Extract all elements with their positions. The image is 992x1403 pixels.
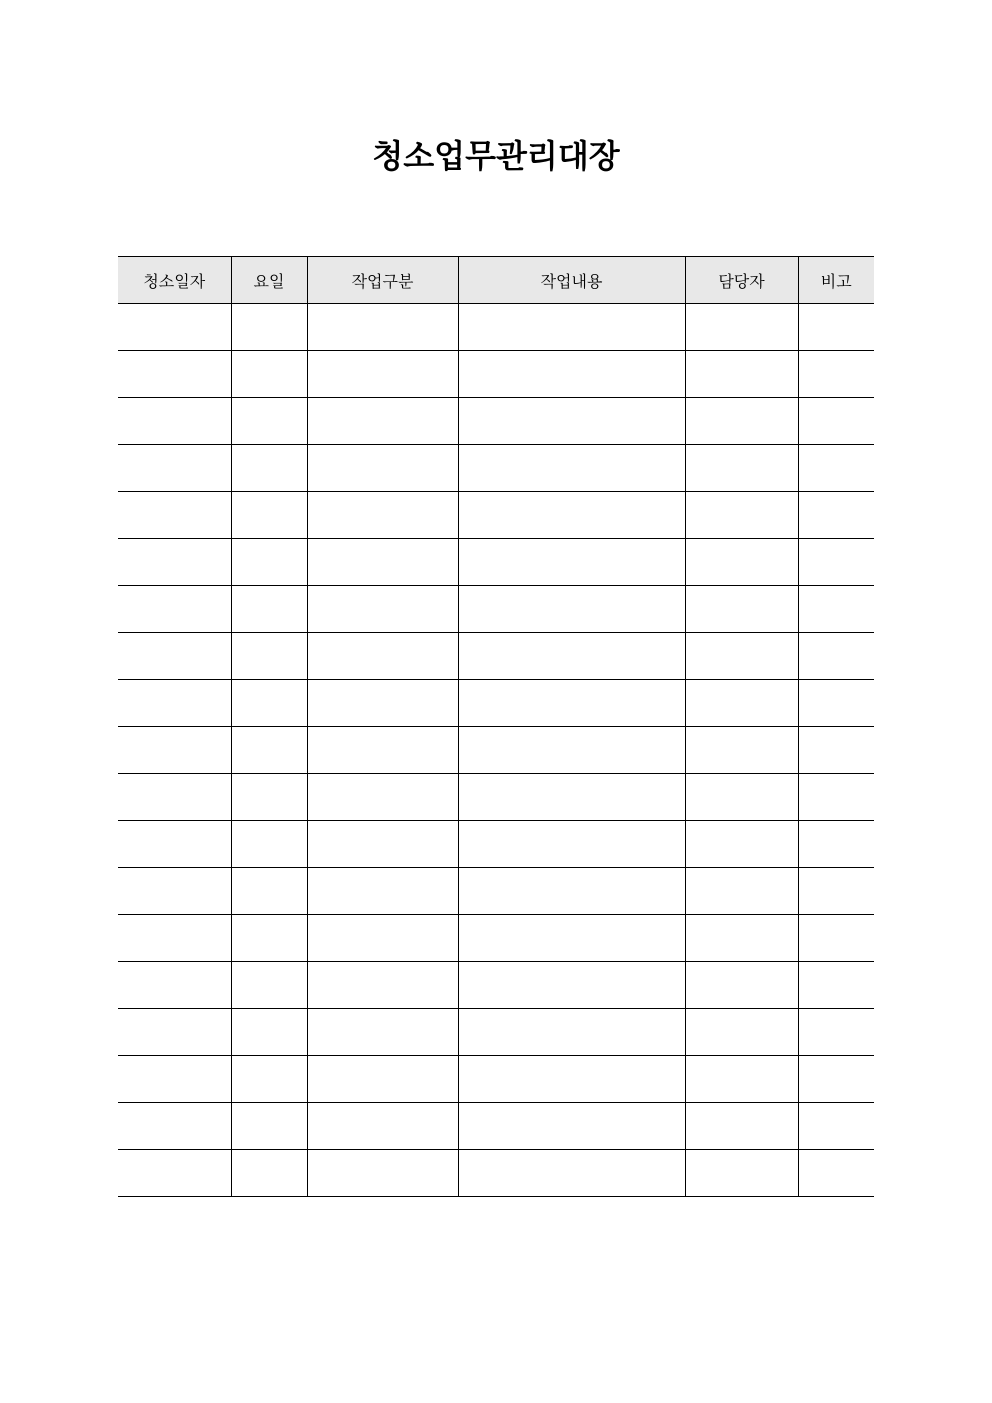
cell-person-in-charge[interactable] — [685, 727, 798, 774]
page-title: 청소업무관리대장 — [372, 137, 620, 175]
cell-work-type[interactable] — [307, 868, 458, 915]
cell-work-type[interactable] — [307, 1009, 458, 1056]
table-row — [118, 351, 874, 398]
table-row — [118, 633, 874, 680]
cell-work-type[interactable] — [307, 962, 458, 1009]
cell-remarks[interactable] — [798, 492, 874, 539]
cell-cleaning-date[interactable] — [118, 821, 231, 868]
cell-day-of-week[interactable] — [231, 586, 307, 633]
cell-work-type[interactable] — [307, 445, 458, 492]
table-row — [118, 727, 874, 774]
cell-work-content[interactable] — [458, 1103, 685, 1150]
cell-person-in-charge[interactable] — [685, 915, 798, 962]
cell-cleaning-date[interactable] — [118, 586, 231, 633]
table-row — [118, 1056, 874, 1103]
table-row — [118, 586, 874, 633]
cell-remarks[interactable] — [798, 915, 874, 962]
cell-work-content[interactable] — [458, 868, 685, 915]
cell-cleaning-date[interactable] — [118, 1056, 231, 1103]
cell-work-content[interactable] — [458, 915, 685, 962]
cell-work-type[interactable] — [307, 1056, 458, 1103]
header-remarks: 비고 — [798, 257, 874, 304]
cell-remarks[interactable] — [798, 821, 874, 868]
cell-remarks[interactable] — [798, 1103, 874, 1150]
cell-day-of-week[interactable] — [231, 304, 307, 351]
table-row — [118, 821, 874, 868]
cell-person-in-charge[interactable] — [685, 962, 798, 1009]
cell-work-type[interactable] — [307, 1103, 458, 1150]
cell-cleaning-date[interactable] — [118, 1103, 231, 1150]
cell-work-content[interactable] — [458, 962, 685, 1009]
cell-work-type[interactable] — [307, 915, 458, 962]
cell-work-type[interactable] — [307, 633, 458, 680]
table-row — [118, 868, 874, 915]
header-cleaning-date: 청소일자 — [118, 257, 231, 304]
cell-work-content[interactable] — [458, 304, 685, 351]
cell-day-of-week[interactable] — [231, 680, 307, 727]
cell-work-content[interactable] — [458, 351, 685, 398]
table-header-row — [118, 257, 874, 304]
cell-work-type[interactable] — [307, 304, 458, 351]
cell-work-type[interactable] — [307, 492, 458, 539]
cell-work-content[interactable] — [458, 633, 685, 680]
cell-work-content[interactable] — [458, 821, 685, 868]
cell-day-of-week[interactable] — [231, 398, 307, 445]
table-body — [118, 304, 874, 1197]
cell-day-of-week[interactable] — [231, 868, 307, 915]
table-row — [118, 680, 874, 727]
cell-work-content[interactable] — [458, 1150, 685, 1197]
cell-cleaning-date[interactable] — [118, 868, 231, 915]
cell-cleaning-date[interactable] — [118, 445, 231, 492]
cell-remarks[interactable] — [798, 727, 874, 774]
cell-cleaning-date[interactable] — [118, 398, 231, 445]
cell-remarks[interactable] — [798, 1150, 874, 1197]
cell-person-in-charge[interactable] — [685, 1103, 798, 1150]
cell-day-of-week[interactable] — [231, 492, 307, 539]
table-row — [118, 398, 874, 445]
cell-person-in-charge[interactable] — [685, 774, 798, 821]
cell-remarks[interactable] — [798, 1009, 874, 1056]
cell-cleaning-date[interactable] — [118, 774, 231, 821]
table-row — [118, 1103, 874, 1150]
cell-work-content[interactable] — [458, 398, 685, 445]
cell-cleaning-date[interactable] — [118, 539, 231, 586]
cell-remarks[interactable] — [798, 633, 874, 680]
table-row — [118, 1150, 874, 1197]
cell-day-of-week[interactable] — [231, 445, 307, 492]
cell-person-in-charge[interactable] — [685, 680, 798, 727]
cell-remarks[interactable] — [798, 586, 874, 633]
table-row — [118, 962, 874, 1009]
cell-remarks[interactable] — [798, 304, 874, 351]
cell-remarks[interactable] — [798, 962, 874, 1009]
cell-day-of-week[interactable] — [231, 1103, 307, 1150]
cell-work-type[interactable] — [307, 586, 458, 633]
cell-work-content[interactable] — [458, 539, 685, 586]
cell-work-type[interactable] — [307, 539, 458, 586]
cell-day-of-week[interactable] — [231, 1009, 307, 1056]
cell-remarks[interactable] — [798, 1056, 874, 1103]
cell-remarks[interactable] — [798, 398, 874, 445]
cell-remarks[interactable] — [798, 774, 874, 821]
cell-person-in-charge[interactable] — [685, 539, 798, 586]
cell-person-in-charge[interactable] — [685, 1009, 798, 1056]
cell-day-of-week[interactable] — [231, 727, 307, 774]
cell-day-of-week[interactable] — [231, 351, 307, 398]
cell-cleaning-date[interactable] — [118, 962, 231, 1009]
cell-cleaning-date[interactable] — [118, 1009, 231, 1056]
table-row — [118, 539, 874, 586]
cell-person-in-charge[interactable] — [685, 304, 798, 351]
header-person-in-charge: 담당자 — [685, 257, 798, 304]
cell-person-in-charge[interactable] — [685, 586, 798, 633]
cell-person-in-charge[interactable] — [685, 633, 798, 680]
cell-work-content[interactable] — [458, 1009, 685, 1056]
cell-remarks[interactable] — [798, 445, 874, 492]
cell-person-in-charge[interactable] — [685, 492, 798, 539]
cell-work-type[interactable] — [307, 774, 458, 821]
cell-remarks[interactable] — [798, 351, 874, 398]
cell-day-of-week[interactable] — [231, 962, 307, 1009]
cell-day-of-week[interactable] — [231, 774, 307, 821]
cell-person-in-charge[interactable] — [685, 398, 798, 445]
table-row — [118, 445, 874, 492]
cell-day-of-week[interactable] — [231, 915, 307, 962]
table-row — [118, 915, 874, 962]
cell-person-in-charge[interactable] — [685, 351, 798, 398]
cell-remarks[interactable] — [798, 868, 874, 915]
cell-work-content[interactable] — [458, 727, 685, 774]
cell-work-content[interactable] — [458, 492, 685, 539]
cell-day-of-week[interactable] — [231, 821, 307, 868]
cell-work-type[interactable] — [307, 351, 458, 398]
table-row — [118, 304, 874, 351]
table-row — [118, 1009, 874, 1056]
header-day-of-week: 요일 — [231, 257, 307, 304]
cell-cleaning-date[interactable] — [118, 915, 231, 962]
cell-cleaning-date[interactable] — [118, 351, 231, 398]
cell-day-of-week[interactable] — [231, 539, 307, 586]
cell-work-type[interactable] — [307, 727, 458, 774]
cell-person-in-charge[interactable] — [685, 1150, 798, 1197]
table-row — [118, 774, 874, 821]
cell-work-content[interactable] — [458, 1056, 685, 1103]
cell-person-in-charge[interactable] — [685, 868, 798, 915]
cell-person-in-charge[interactable] — [685, 1056, 798, 1103]
cell-cleaning-date[interactable] — [118, 304, 231, 351]
cell-work-content[interactable] — [458, 586, 685, 633]
cell-cleaning-date[interactable] — [118, 727, 231, 774]
cell-day-of-week[interactable] — [231, 1150, 307, 1197]
cell-cleaning-date[interactable] — [118, 680, 231, 727]
cell-work-type[interactable] — [307, 398, 458, 445]
cell-work-content[interactable] — [458, 680, 685, 727]
cell-person-in-charge[interactable] — [685, 445, 798, 492]
cell-work-content[interactable] — [458, 445, 685, 492]
header-work-content: 작업내용 — [458, 257, 685, 304]
cell-day-of-week[interactable] — [231, 1056, 307, 1103]
cell-cleaning-date[interactable] — [118, 633, 231, 680]
cell-person-in-charge[interactable] — [685, 821, 798, 868]
cell-remarks[interactable] — [798, 539, 874, 586]
cell-work-content[interactable] — [458, 774, 685, 821]
header-work-type: 작업구분 — [307, 257, 458, 304]
cell-remarks[interactable] — [798, 680, 874, 727]
cell-work-type[interactable] — [307, 1150, 458, 1197]
cleaning-log-table — [118, 256, 874, 1197]
cell-work-type[interactable] — [307, 821, 458, 868]
cell-day-of-week[interactable] — [231, 633, 307, 680]
cell-work-type[interactable] — [307, 680, 458, 727]
cell-cleaning-date[interactable] — [118, 492, 231, 539]
cell-cleaning-date[interactable] — [118, 1150, 231, 1197]
table-row — [118, 492, 874, 539]
